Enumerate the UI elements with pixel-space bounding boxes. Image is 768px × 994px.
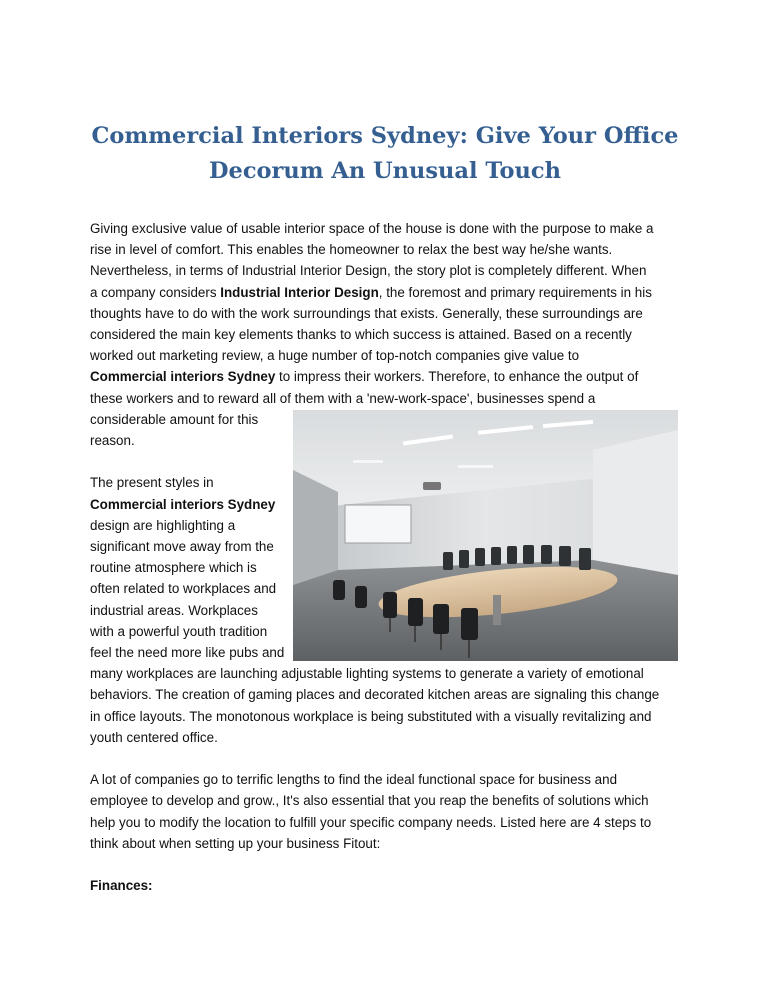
conference-room-photo	[293, 410, 678, 661]
text-line: behaviors. The creation of gaming places and decorated kitchen areas are signaling this change	[90, 687, 660, 703]
text-line: often related to workplaces and	[90, 581, 277, 597]
text-line: industrial areas. Workplaces	[90, 602, 258, 618]
text-line: Nevertheless, in terms of Industrial Interior Design, the story plot is completely different. When	[90, 263, 647, 279]
text-line: considered the main key elements thanks to which success is attained. Based on a recently	[90, 327, 632, 343]
text-line	[90, 366, 690, 387]
text-line: in office layouts. The monotonous workplace is being substituted with a visually revitalizing and	[90, 708, 652, 724]
text-line: think about when setting up your business Fitout:	[90, 835, 381, 851]
text-line: rise in level of comfort. This enables the homeowner to relax the best way he/she wants.	[90, 242, 613, 258]
text-segment: , the foremost and primary requirements in his	[378, 284, 652, 300]
text-line: Giving exclusive value of usable interior space of the house is done with the purpose to make a	[90, 221, 654, 236]
text-line: feel the need more like pubs and	[90, 645, 285, 661]
text-line: considerable amount for this	[90, 411, 259, 427]
text-line: with a powerful youth tradition	[90, 623, 268, 639]
bold-keyword-industrial-interior-design: Industrial Interior Design	[220, 284, 379, 300]
title-line-1: Commercial Interiors Sydney: Give Your Office	[91, 123, 679, 149]
text-line: A lot of companies go to terrific lengths to find the ideal functional space for business and	[90, 772, 618, 788]
text-line: these workers and to reward all of them with a 'new-work-space', businesses spend a	[90, 390, 596, 406]
text-segment: to impress their workers. Therefore, to enhance the output of	[275, 369, 639, 385]
paragraph-fitout	[90, 769, 690, 854]
text-line: thoughts have to do with the work surroundings that exists. Generally, these surroundings are	[90, 305, 643, 321]
text-line: significant move away from the	[90, 539, 274, 555]
text-line: The present styles in	[90, 475, 214, 491]
text-segment: a company considers	[90, 284, 221, 300]
title-line-2: Decorum An Unusual Touch	[209, 158, 561, 184]
text-line: many workplaces are launching adjustable lighting systems to generate a variety of emotional	[90, 666, 644, 682]
text-line: employee to develop and grow., It's also essential that you reap the benefits of solutions which	[90, 793, 649, 809]
text-line: routine atmosphere which is	[90, 560, 257, 576]
bold-keyword-commercial-interiors-sydney: Commercial interiors Sydney	[90, 496, 276, 512]
bold-keyword-commercial-interiors-sydney: Commercial interiors Sydney	[90, 369, 276, 385]
text-line: worked out marketing review, a huge number of top-notch companies give value to	[90, 348, 580, 364]
text-line: youth centered office.	[90, 729, 218, 745]
text-line: reason.	[90, 433, 135, 449]
heading-finances-label: Finances:	[90, 878, 153, 894]
text-line: help you to modify the location to fulfill your specific company needs. Listed here are 4 steps to	[90, 814, 652, 830]
page-title	[90, 119, 680, 189]
heading-finances	[90, 875, 690, 896]
text-line: design are highlighting a	[90, 517, 236, 533]
text-line	[90, 282, 690, 303]
